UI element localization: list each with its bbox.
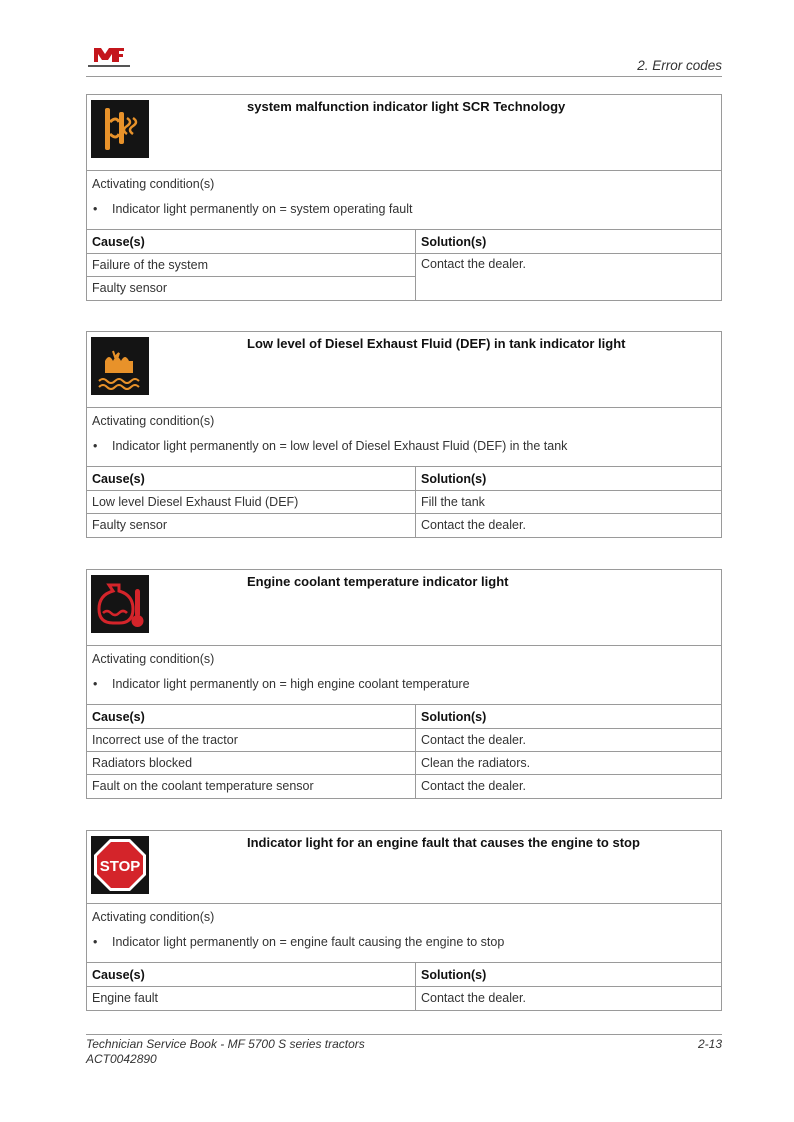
activating-label: Activating condition(s) bbox=[92, 652, 215, 666]
solution-cell: Fill the tank bbox=[416, 491, 722, 514]
cause-solution-table bbox=[87, 705, 721, 798]
page-number: 2-13 bbox=[697, 1037, 722, 1051]
solution-header: Solution(s) bbox=[416, 705, 722, 729]
footer-info bbox=[86, 1037, 365, 1067]
solution-cell: Contact the dealer. bbox=[416, 775, 722, 798]
footer-divider bbox=[86, 1034, 722, 1035]
error-block-coolant: Engine coolant temperature indicator light Activating condition(s) • Indicator light permanently on = high engine coolant temperature Cause(s) Solution(s) Incorrect use of the tractor Contact the dealer. Radiators blocked Clean the radiators. Fault on the coolant temperature sensor Contact the dealer. bbox=[86, 569, 722, 799]
def-level-icon bbox=[91, 337, 149, 395]
activating-label: Activating condition(s) bbox=[92, 910, 215, 924]
condition-text: Indicator light permanently on = system operating fault bbox=[112, 202, 413, 216]
solution-cell: Clean the radiators. bbox=[416, 752, 722, 775]
block-title: Indicator light for an engine fault that causes the engine to stop bbox=[247, 835, 640, 850]
solution-cell: Contact the dealer. bbox=[416, 514, 722, 537]
cause-header: Cause(s) bbox=[87, 230, 416, 254]
error-block-scr: system malfunction indicator light SCR Technology Activating condition(s) • Indicator light permanently on = system operating fault Cause(s) Solution(s) Failure of the system Contact the dealer. Faulty sensor bbox=[86, 94, 722, 301]
solution-cell: Contact the dealer. bbox=[416, 729, 722, 752]
table-row bbox=[87, 729, 721, 752]
stop-icon bbox=[91, 836, 149, 894]
table-row bbox=[87, 491, 721, 514]
massey-ferguson-logo bbox=[86, 42, 132, 72]
cause-cell: Incorrect use of the tractor bbox=[87, 729, 416, 752]
cause-solution-table bbox=[87, 230, 721, 300]
activating-label: Activating condition(s) bbox=[92, 414, 215, 428]
cause-cell: Failure of the system bbox=[87, 254, 416, 277]
solution-cell: Contact the dealer. bbox=[416, 254, 722, 300]
table-row bbox=[87, 514, 721, 537]
condition-text: Indicator light permanently on = low level of Diesel Exhaust Fluid (DEF) in the tank bbox=[112, 439, 568, 453]
scr-malfunction-icon bbox=[91, 100, 149, 158]
cause-cell: Faulty sensor bbox=[87, 277, 416, 300]
solution-header: Solution(s) bbox=[416, 230, 722, 254]
footer-doc-code: ACT0042890 bbox=[86, 1052, 157, 1066]
footer-book-title: Technician Service Book - MF 5700 S series tractors bbox=[86, 1037, 365, 1051]
cause-cell: Low level Diesel Exhaust Fluid (DEF) bbox=[87, 491, 416, 514]
cause-solution-table bbox=[87, 467, 721, 537]
stop-sign-text: STOP bbox=[99, 858, 141, 875]
error-block-def: Low level of Diesel Exhaust Fluid (DEF) in tank indicator light Activating condition(s) • Indicator light permanently on = low level of Diesel Exhaust Fluid (DEF) in the tank Cause(s) Solution(s) Low level Diesel Exhaust Fluid (DEF) Fill the tank Faulty sensor Contact the dealer. bbox=[86, 331, 722, 538]
cause-cell: Faulty sensor bbox=[87, 514, 416, 537]
cause-cell: Radiators blocked bbox=[87, 752, 416, 775]
cause-cell: Engine fault bbox=[87, 987, 416, 1010]
table-row bbox=[87, 987, 721, 1010]
cause-header: Cause(s) bbox=[87, 467, 416, 491]
block-title: Engine coolant temperature indicator light bbox=[247, 574, 509, 589]
section-title: 2. Error codes bbox=[637, 58, 722, 73]
error-block-stop: STOP Indicator light for an engine fault that causes the engine to stop Activating condition(s) • Indicator light permanently on = engine fault causing the engine to stop Cause(s) Solution(s) Engine fault Contact the dealer. bbox=[86, 830, 722, 1011]
block-title: Low level of Diesel Exhaust Fluid (DEF) in tank indicator light bbox=[247, 336, 626, 351]
activating-label: Activating condition(s) bbox=[92, 177, 215, 191]
table-row bbox=[87, 752, 721, 775]
table-row bbox=[87, 254, 721, 277]
header-divider bbox=[86, 76, 722, 77]
solution-cell: Contact the dealer. bbox=[416, 987, 722, 1010]
cause-header: Cause(s) bbox=[87, 963, 416, 987]
coolant-temperature-icon bbox=[91, 575, 149, 633]
cause-solution-table bbox=[87, 963, 721, 1010]
solution-header: Solution(s) bbox=[416, 963, 722, 987]
condition-text: Indicator light permanently on = high engine coolant temperature bbox=[112, 677, 470, 691]
table-row bbox=[87, 775, 721, 798]
cause-header: Cause(s) bbox=[87, 705, 416, 729]
cause-cell: Fault on the coolant temperature sensor bbox=[87, 775, 416, 798]
block-title: system malfunction indicator light SCR Technology bbox=[247, 99, 566, 114]
solution-header: Solution(s) bbox=[416, 467, 722, 491]
condition-text: Indicator light permanently on = engine fault causing the engine to stop bbox=[112, 935, 505, 949]
